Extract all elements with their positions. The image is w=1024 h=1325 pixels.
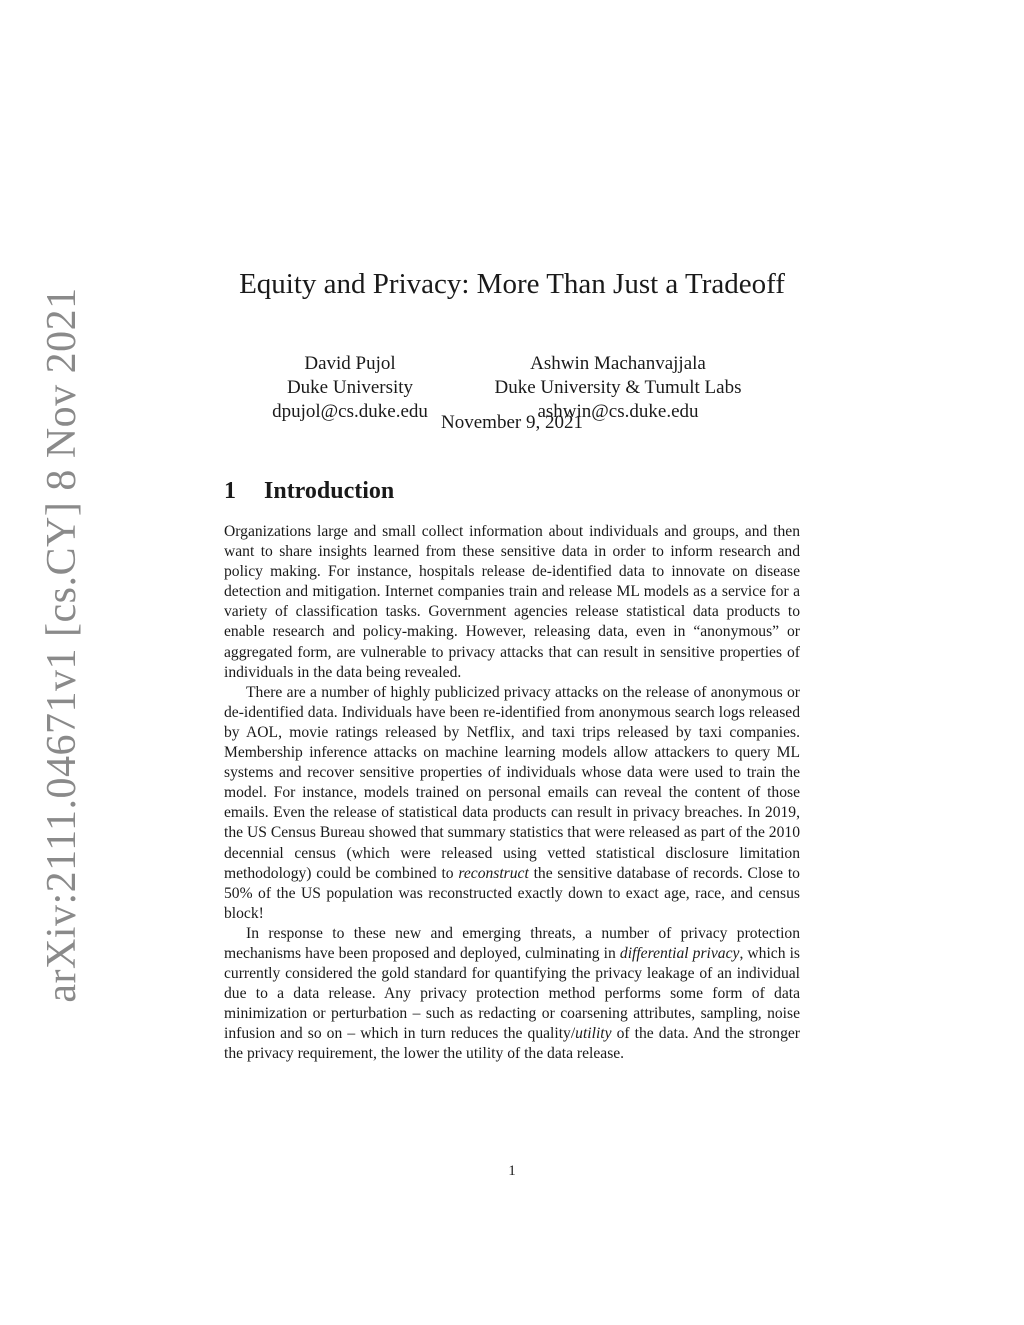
paragraph-1: Organizations large and small collect information about individuals and groups, and then want to share insights learned from these sensitive data in order to inform research and policy making. For instance, hospitals release de-identified data to innovate on disease detection and mitigation. Internet companies train and release ML models as a service for a variety of classification tasks. Government agencies release statistical data products to enable research and policy-making. However, releasing data, even in “anonymous” or aggregated form, are vulnerable to privacy attacks that can result in sensitive properties of individuals in the data being revealed. bbox=[224, 523, 800, 681]
paragraph-2-text-end: the sensitive database of records. Close to 50% of the US population was reconstructed exactly down to exact age, race, and census block! bbox=[224, 864, 800, 922]
paragraph-3-text: In response to these new and emerging threats, a number of privacy protection mechanisms have been proposed and deployed, culminating in bbox=[224, 924, 800, 962]
author-email: ashwin@cs.duke.edu bbox=[537, 401, 699, 422]
publication-date: November 9, 2021 bbox=[441, 412, 583, 433]
section-title: Introduction bbox=[264, 478, 395, 504]
arxiv-identifier-stamp: arXiv:2111.04671v1 [cs.CY] 8 Nov 2021 bbox=[39, 287, 85, 1003]
author-name: David Pujol bbox=[304, 353, 396, 374]
emphasis-differential-privacy: differential privacy bbox=[619, 944, 740, 962]
paragraph-2 bbox=[224, 683, 800, 924]
author-name: Ashwin Machanvajjala bbox=[530, 353, 706, 374]
author-affiliation: Duke University & Tumult Labs bbox=[494, 377, 742, 398]
paragraph-3 bbox=[224, 924, 800, 1065]
section-heading-introduction bbox=[224, 478, 394, 505]
section-body bbox=[224, 522, 800, 1065]
author-email: dpujol@cs.duke.edu bbox=[272, 401, 428, 422]
author-affiliation: Duke University bbox=[286, 377, 414, 398]
paragraph-3-text-end: of the data. And the stronger the privacy requirement, the lower the utility of the data release. bbox=[224, 1025, 800, 1063]
paper-title: Equity and Privacy: More Than Just a Tradeoff bbox=[239, 268, 785, 300]
paragraph-3-text-mid: , which is currently considered the gold standard for quantifying the privacy leakage of an individual due to a data release. Any privacy protection method performs some form of data minimization or perturbation – such as redacting or coarsening attributes, sampling, noise infusion and so on – which in turn reduces the quality/ bbox=[224, 944, 800, 1043]
emphasis-reconstruct: reconstruct bbox=[458, 864, 529, 882]
page-number: 1 bbox=[508, 1163, 516, 1179]
paragraph-2-text: There are a number of highly publicized privacy attacks on the release of anonymous or de-identified data. Individuals have been re-identified from anonymous search logs released by AOL, movie ratings released by Netflix, and taxi trips released by taxi companies. Membership inference attacks on machine learning models allow attackers to query ML systems and recover sensitive properties of individuals whose data were used to train the model. For instance, models trained on personal emails can reveal the content of those emails. Even the release of statistical data products can result in privacy breaches. In 2019, the US Census Bureau showed that summary statistics that were released as part of the 2010 decennial census (which were released using vetted statistical disclosure limitation methodology) could be combined to bbox=[224, 683, 800, 882]
emphasis-utility: utility bbox=[575, 1025, 612, 1043]
section-number: 1 bbox=[224, 478, 236, 504]
